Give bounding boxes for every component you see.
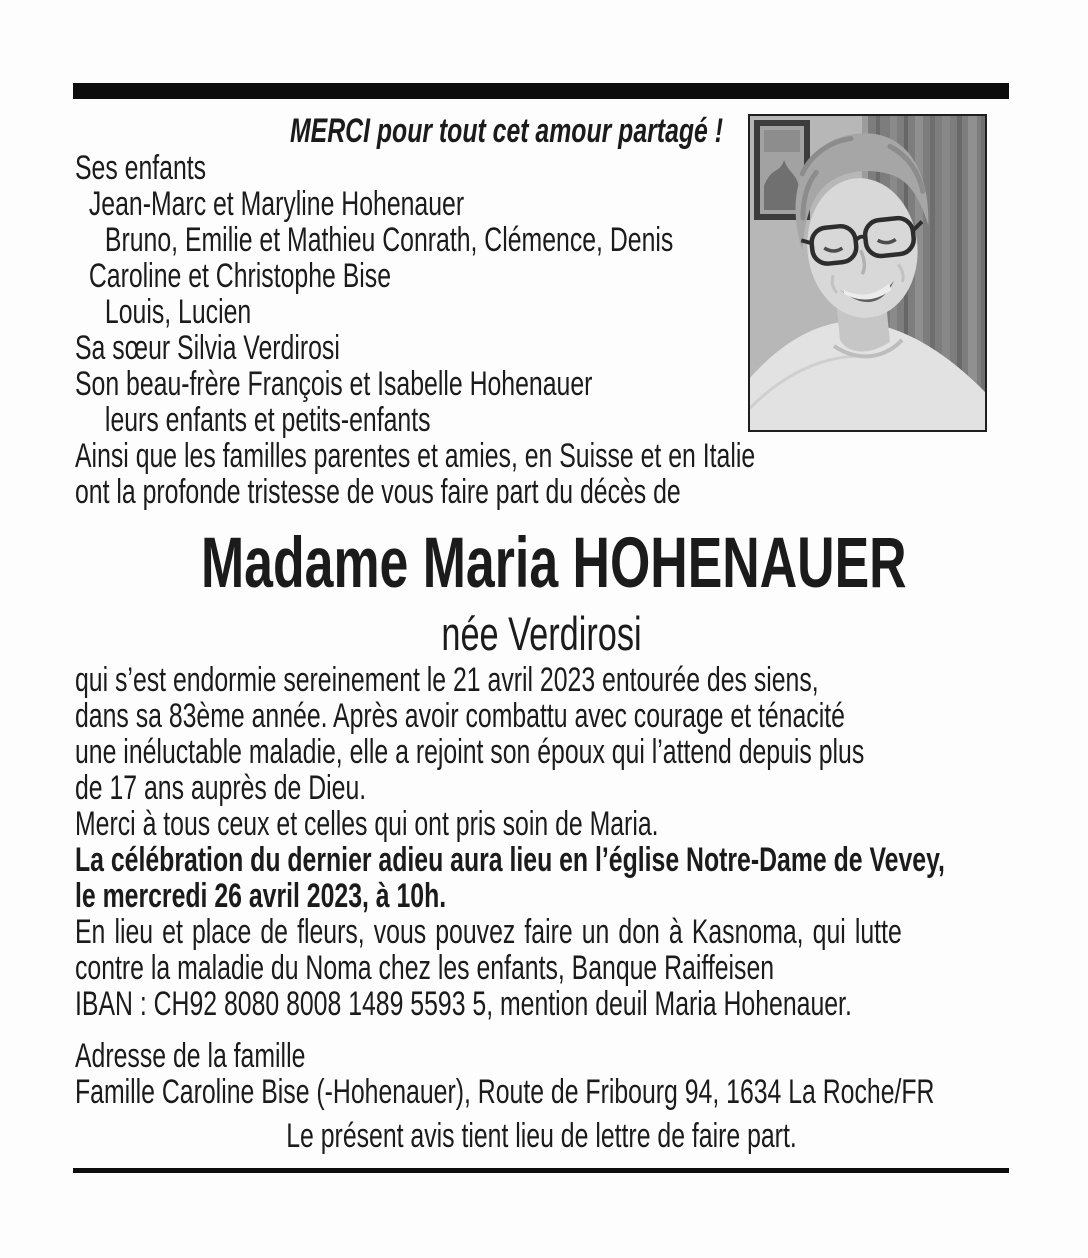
body-line: Merci à tous ceux et celles qui ont pris soin de Maria. (75, 805, 659, 843)
address-line: Famille Caroline Bise (-Hohenauer), Route de Fribourg 94, 1634 La Roche/FR (75, 1073, 935, 1111)
family-line: Sa sœur Silvia Verdirosi (75, 329, 340, 367)
thanks-headline: MERCI pour tout cet amour partagé ! (290, 112, 723, 150)
family-line: leurs enfants et petits-enfants (104, 401, 431, 439)
family-line: Caroline et Christophe Bise (88, 257, 392, 295)
notice-text (75, 112, 1008, 1154)
body-line: En lieu et place de fleurs, vous pouvez faire un don à Kasnoma, qui lutte (75, 913, 902, 951)
body-line: contre la maladie du Noma chez les enfants, Banque Raiffeisen (75, 949, 775, 987)
maiden-name-subtitle: née Verdirosi (441, 607, 642, 660)
family-line: Bruno, Emilie et Mathieu Conrath, Clémence, Denis (104, 221, 674, 259)
address-label: Adresse de la famille (75, 1037, 306, 1075)
family-line: Ses enfants (75, 149, 207, 187)
body-line: dans sa 83ème année. Après avoir combattu avec courage et ténacité (75, 697, 845, 735)
family-line: Louis, Lucien (104, 293, 252, 331)
top-rule (73, 83, 1009, 99)
ceremony-line: le mercredi 26 avril 2023, à 10h. (75, 877, 447, 915)
family-line: Jean-Marc et Maryline Hohenauer (88, 185, 465, 223)
page-title: Madame Maria HOHENAUER (200, 524, 907, 603)
spacer (75, 1022, 1008, 1038)
body-line: de 17 ans auprès de Dieu. (75, 769, 367, 807)
intro-line: Ainsi que les familles parentes et amies, en Suisse et en Italie (75, 437, 756, 475)
body-line: une inéluctable maladie, elle a rejoint son époux qui l’attend depuis plus (75, 733, 865, 771)
iban-line: IBAN : CH92 8080 8008 1489 5593 5, mention deuil Maria Hohenauer. (75, 985, 852, 1023)
bottom-rule (73, 1168, 1009, 1173)
intro-line: ont la profonde tristesse de vous faire part du décès de (75, 473, 681, 511)
ceremony-line: La célébration du dernier adieu aura lieu en l’église Notre-Dame de Vevey, (75, 841, 945, 879)
family-line: Son beau-frère François et Isabelle Hohenauer (75, 365, 593, 403)
closing-line: Le présent avis tient lieu de lettre de faire part. (286, 1117, 797, 1155)
body-line: qui s’est endormie sereinement le 21 avril 2023 entourée des siens, (75, 661, 819, 699)
